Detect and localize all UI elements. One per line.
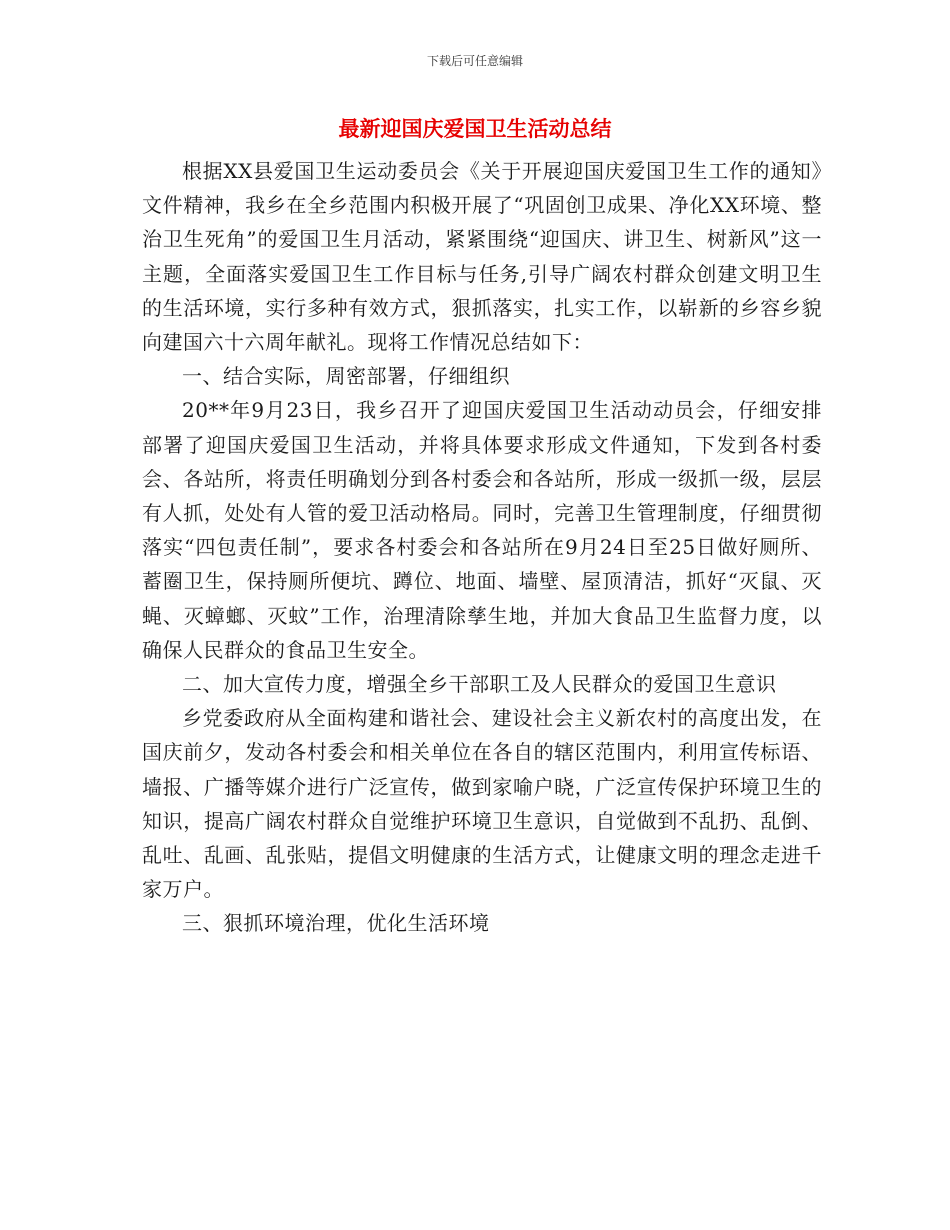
document-body [142, 154, 822, 941]
paragraph-section-1: 20**年9月23日，我乡召开了迎国庆爱国卫生活动动员会，仔细安排部署了迎国庆爱国卫生活动，并将具体要求形成文件通知，下发到各村委会、各站所，将责任明确划分到各村委会和各站所，形成一级抓一级，层层有人抓，处处有人管的爱卫活动格局。同时，完善卫生管理制度，仔细贯彻落实“四包责任制”，要求各村委会和各站所在9月24日至25日做好厕所、蓄圈卫生，保持厕所便坑、蹲位、地面、墙壁、屋顶清洁，抓好“灭鼠、灭蝇、灭蟑螂、灭蚊”工作，治理清除孳生地，并加大食品卫生监督力度，以确保人民群众的食品卫生安全。 [142, 398, 822, 662]
page-header: 下载后可任意编辑 [426, 54, 523, 68]
paragraph-intro: 根据XX县爱国卫生运动委员会《关于开展迎国庆爱国卫生工作的通知》文件精神，我乡在全乡范围内积极开展了“巩固创卫成果、净化XX环境、整治卫生死角”的爱国卫生月活动，紧紧围绕“迎国庆、讲卫生、树新风”这一主题，全面落实爱国卫生工作目标与任务,引导广阔农村群众创建文明卫生的生活环境，实行多种有效方式，狠抓落实，扎实工作，以崭新的乡容乡貌向建国六十六周年献礼。现将工作情况总结如下： [142, 159, 822, 355]
section-heading-3: 三、狠抓环境治理，优化生活环境 [182, 911, 490, 936]
document-title: 最新迎国庆爱国卫生活动总结 [338, 116, 612, 141]
section-heading-2: 二、加大宣传力度，增强全乡干部职工及人民群众的爱国卫生意识 [182, 672, 777, 697]
paragraph-section-2: 乡党委政府从全面构建和谐社会、建设社会主义新农村的高度出发，在国庆前夕，发动各村委会和相关单位在各自的辖区范围内，利用宣传标语、墙报、广播等媒介进行广泛宣传，做到家喻户晓，广泛宣传保护环境卫生的知识，提高广阔农村群众自觉维护环境卫生意识，自觉做到不乱扔、乱倒、乱吐、乱画、乱张贴，提倡文明健康的生活方式，让健康文明的理念走进千家万户。 [142, 706, 822, 902]
section-heading-1: 一、结合实际，周密部署，仔细组织 [182, 364, 510, 389]
